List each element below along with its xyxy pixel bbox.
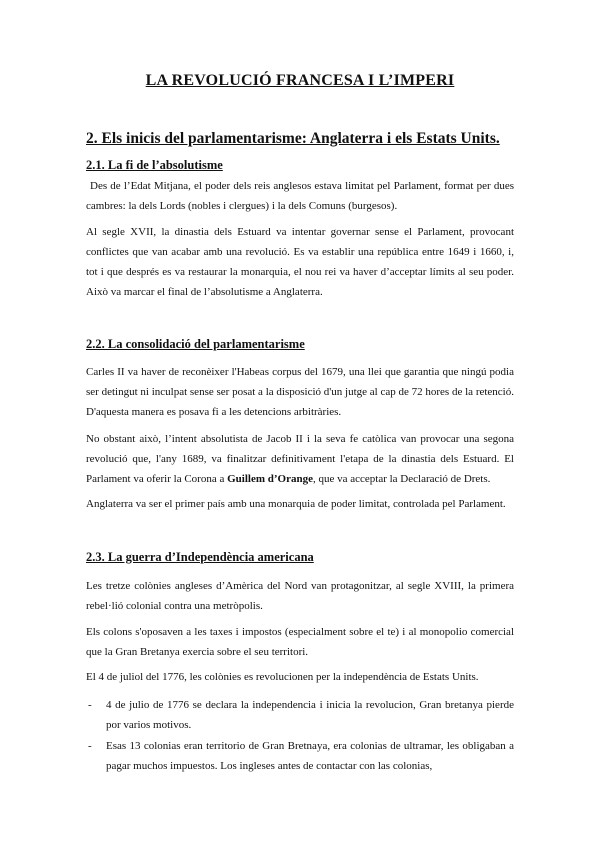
emphasis-name: Guillem d’Orange (227, 473, 313, 485)
paragraph: Carles II va haver de reconèixer l'Habeas corpus del 1679, una llei que garantia que ningú podia ser detingut ni inculpat sense ser posat a la disposició d'un jutge al cap de 72 hores de la retenció. D'aquesta manera es posava fi a les detencions arbitràries. (86, 366, 514, 418)
list-item-text: Esas 13 colonias eran territorio de Gran Bretnaya, era colonias de ultramar, les obligaban a pagar muchos impuestos. Los ingleses antes de contactar con las colonias, (106, 740, 514, 772)
subsection-heading-2-3: 2.3. La guerra d’Independència americana (86, 550, 314, 564)
paragraph: Anglaterra va ser el primer país amb una monarquia de poder limitat, controlada pel Parlament. (86, 498, 506, 510)
paragraph: Des de l’Edat Mitjana, el poder dels reis anglesos estava limitat pel Parlament, format per dues cambres: la dels Lords (nobles i clergues) i la dels Comuns (burgesos). (86, 180, 514, 212)
bullet-marker: - (88, 699, 92, 711)
subsection-heading-2-1: 2.1. La fi de l’absolutisme (86, 158, 223, 172)
bullet-marker: - (88, 740, 92, 752)
document-title: LA REVOLUCIÓ FRANCESA I L’IMPERI (145, 72, 455, 89)
paragraph-text: , que va acceptar la Declaració de Drets. (312, 473, 491, 485)
list-item-text: 4 de julio de 1776 se declara la independencia i inicia la revolucion, Gran bretanya pierde por varios motivos. (106, 699, 514, 731)
subsection-heading-2-2: 2.2. La consolidació del parlamentarisme (86, 337, 305, 351)
paragraph: Els colons s'oposaven a les taxes i impostos (especialment sobre el te) i al monopolio comercial que la Gran Bretanya exercia sobre el seu territori. (86, 626, 514, 658)
paragraph: El 4 de juliol del 1776, les colònies es revolucionen per la independència de Estats Units. (86, 671, 479, 683)
list-item (88, 736, 514, 778)
paragraph: Les tretze colònies angleses d’Amèrica del Nord van protagonitzar, al segle XVIII, la primera rebel·lió colonial contra una metròpolis. (86, 580, 514, 612)
section-heading: 2. Els inicis del parlamentarisme: Anglaterra i els Estats Units. (86, 130, 500, 147)
paragraph (86, 429, 514, 489)
paragraph: Al segle XVII, la dinastia dels Estuard va intentar governar sense el Parlament, provocant conflictes que van acabar amb una revolució. Es va establir una república entre 1649 i 1660, i, tot i que després es va restaurar la monarquia, el nou rei va haver d’acceptar límits al seu poder. Això va marcar el final de l’absolutisme a Anglaterra. (86, 226, 514, 298)
list-item (88, 695, 514, 735)
paragraph-text: No obstant això, l’intent absolutista de Jacob II i la seva fe catòlica van provocar una segona revolució que, l'any 1689, va finalitzar definitivament l'etapa de la dinastia dels Estuard. El Parlament va oferir la Corona a (86, 433, 514, 485)
